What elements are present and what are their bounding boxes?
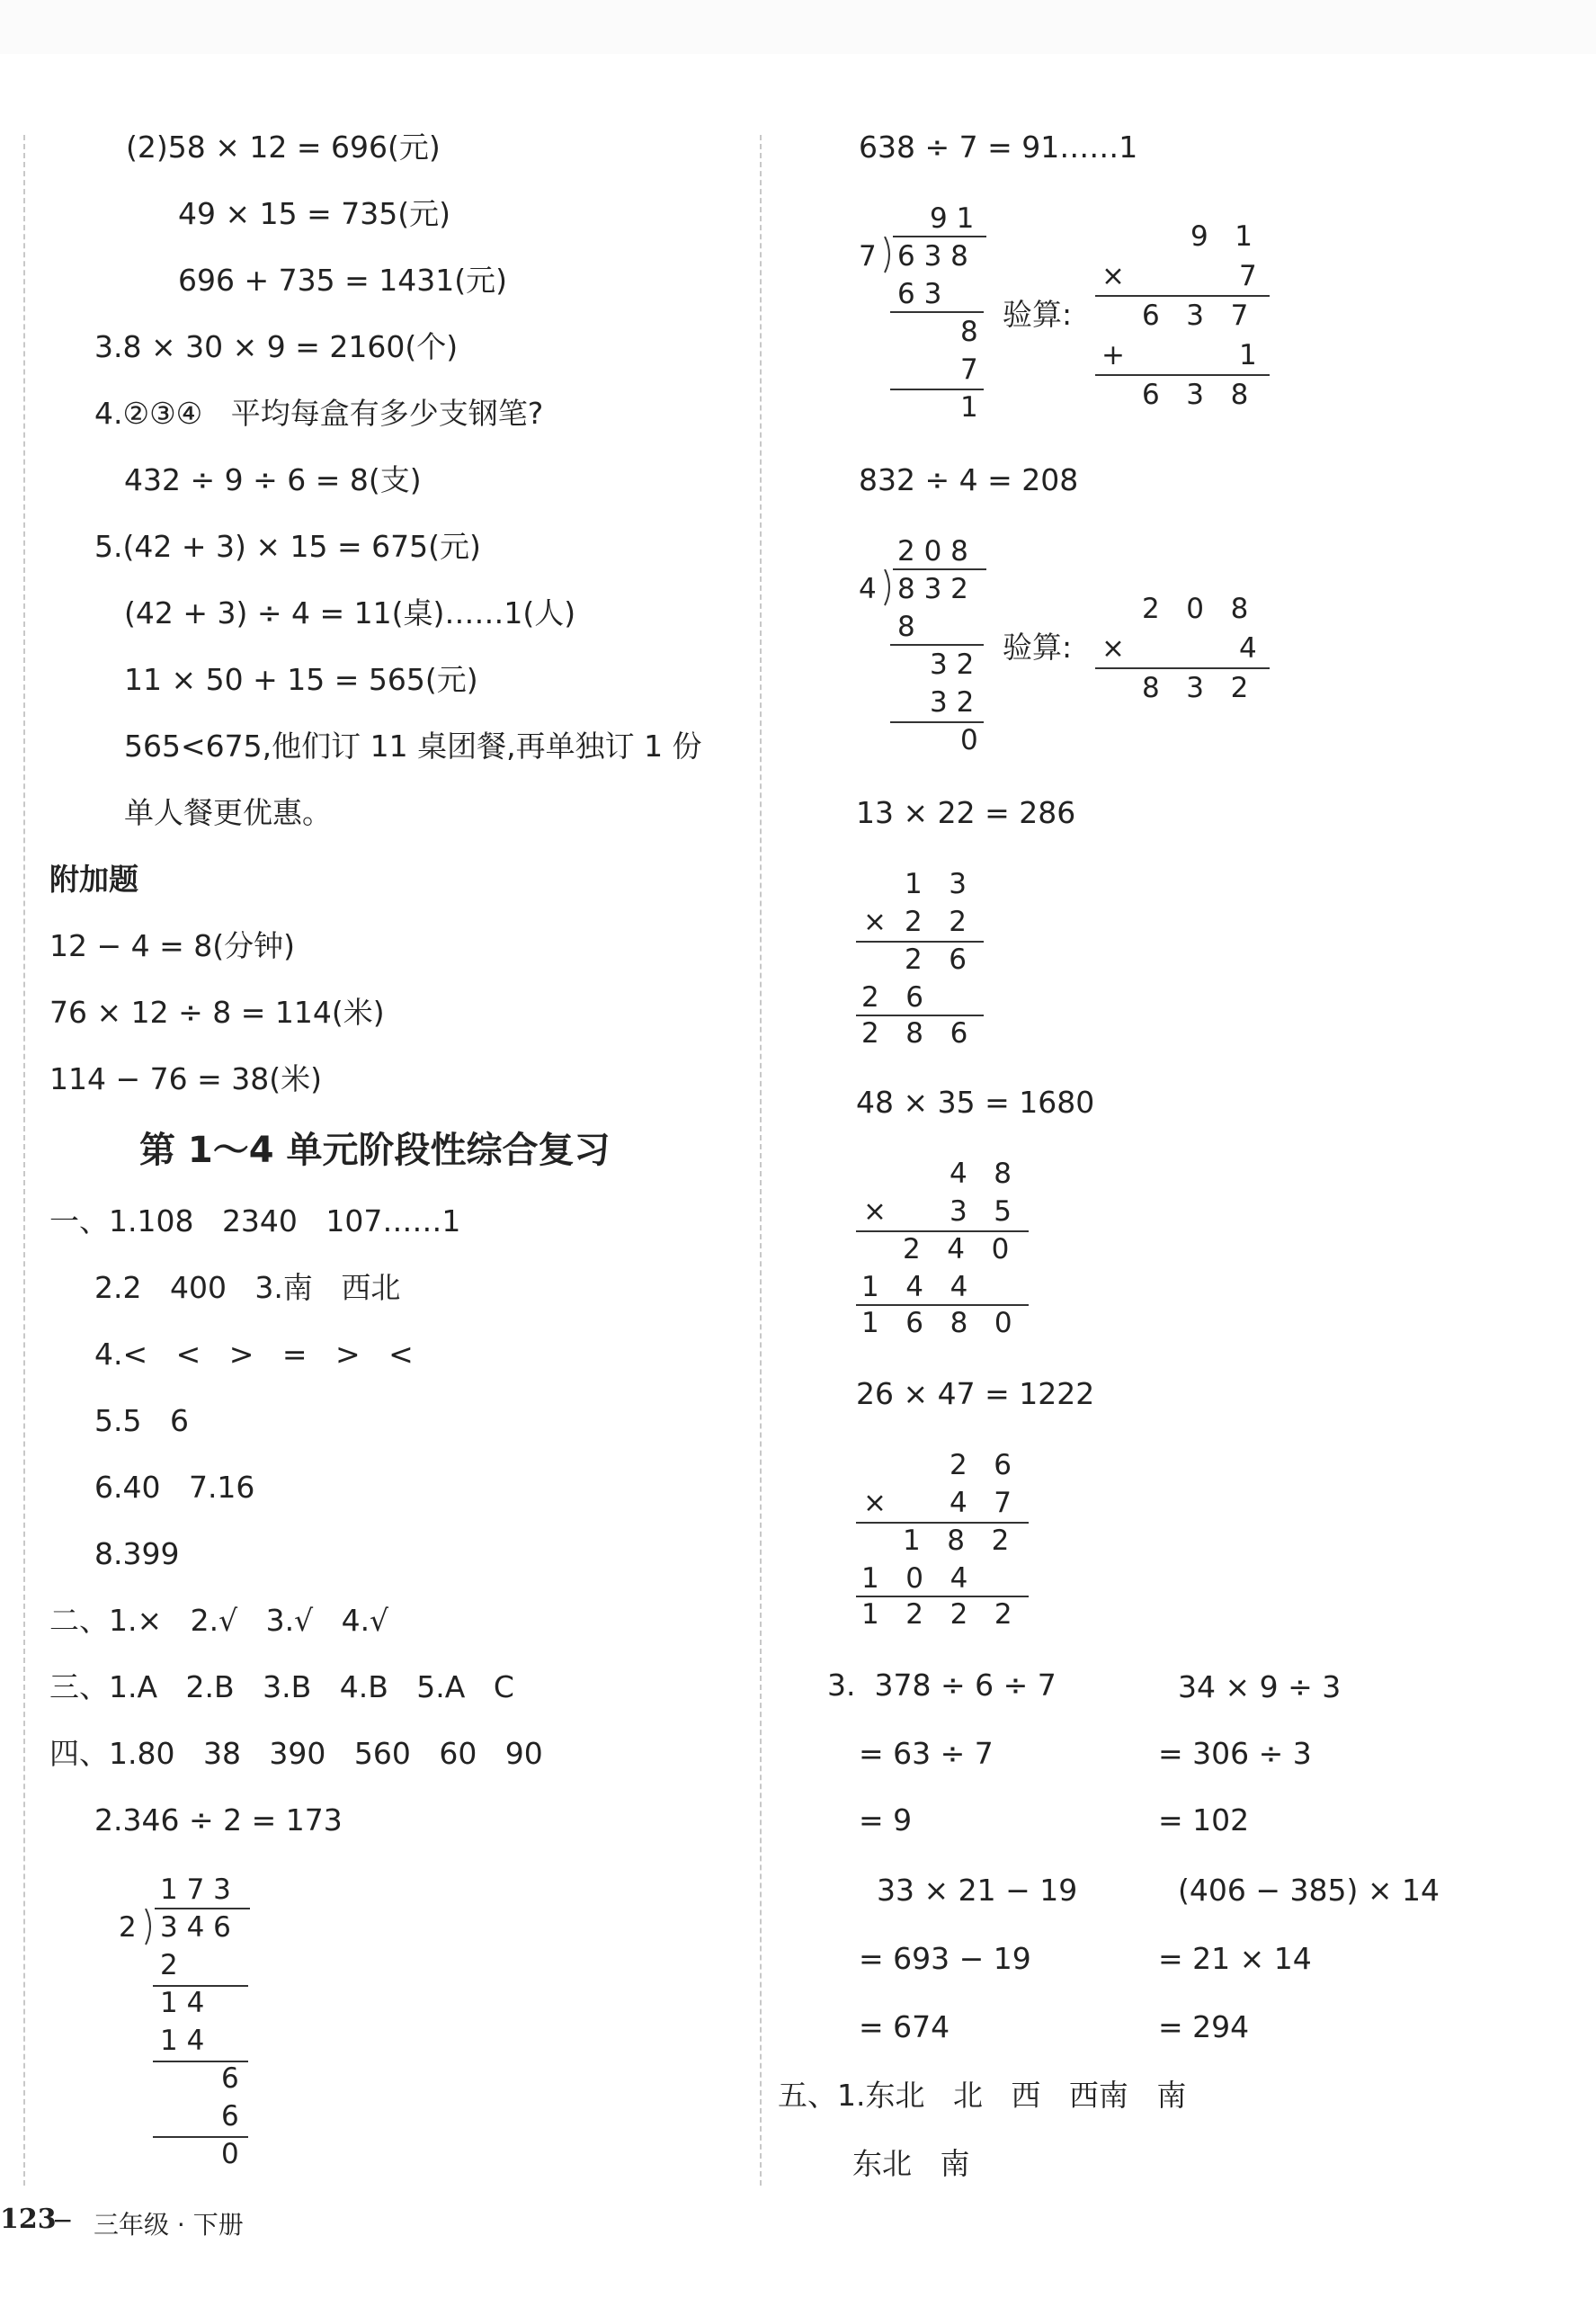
answer-line: 13 × 22 = 286 [856, 795, 1076, 830]
mul-row: 2 8 6 [861, 1017, 968, 1050]
answer-line: 696 + 735 = 1431(元) [178, 263, 507, 298]
answer-line: 432 ÷ 9 ÷ 6 = 8(支) [124, 462, 422, 497]
answer-line: = 306 ÷ 3 [1158, 1736, 1312, 1771]
section-title: 第 1～4 单元阶段性综合复习 [139, 1130, 611, 1171]
check-label: 验算: [1003, 297, 1073, 332]
division-bar [893, 236, 986, 237]
check-line [1095, 295, 1270, 297]
quotient: 1 7 3 [160, 1873, 231, 1906]
answer-line: 26 × 47 = 1222 [856, 1376, 1095, 1411]
answer-line: 832 ÷ 4 = 208 [859, 462, 1079, 497]
answer-line: 4.< < > = > < [94, 1337, 414, 1372]
times-sign: × [863, 906, 887, 938]
answer-line: 5.5 6 [94, 1403, 189, 1438]
answer-line: 76 × 12 ÷ 8 = 114(米) [49, 995, 385, 1030]
times-sign: × [1101, 260, 1125, 292]
answer-line: = 674 [859, 2009, 950, 2044]
footer-dash: − [52, 2205, 74, 2235]
step: 8 [897, 611, 915, 643]
dividend: 6 3 8 [897, 240, 968, 273]
step: 1 4 [160, 2025, 205, 2057]
mul-row: 2 6 [861, 981, 924, 1014]
check-row: 7 [1239, 260, 1257, 292]
step: 6 [221, 2100, 239, 2133]
times-sign: × [863, 1195, 887, 1228]
answer-line: 33 × 21 − 19 [877, 1873, 1078, 1908]
check-row: 1 [1239, 339, 1257, 371]
answer-line: 11 × 50 + 15 = 565(元) [124, 662, 478, 697]
dividend: 8 3 2 [897, 573, 968, 605]
answer-line: 3.8 × 30 × 9 = 2160(个) [94, 329, 459, 364]
answer-line: 49 × 15 = 735(元) [178, 196, 450, 231]
page-number: 123 [0, 2204, 57, 2235]
division-bracket [883, 569, 896, 607]
check-line [1095, 374, 1270, 376]
check-row: 8 3 2 [1142, 672, 1249, 704]
step: 3 2 [930, 648, 975, 681]
mul-row: 1 4 4 [861, 1271, 968, 1303]
extra-section-title: 附加题 [49, 862, 138, 897]
answer-line: 东北 南 [852, 2146, 970, 2181]
check-label: 验算: [1003, 630, 1073, 665]
mul-row: 1 8 2 [903, 1525, 1010, 1557]
check-row: 4 [1239, 632, 1257, 665]
mul-row: 4 8 [950, 1158, 1012, 1190]
answer-line: 2.346 ÷ 2 = 173 [94, 1802, 343, 1838]
answer-line: 114 − 76 = 38(米) [49, 1061, 322, 1096]
divisor: 4 [859, 573, 877, 605]
answer-line: (406 − 385) × 14 [1178, 1873, 1440, 1908]
grade-label: 三年级 · 下册 [94, 2210, 244, 2240]
answer-line: (2)58 × 12 = 696(元) [126, 130, 441, 165]
division-bracket [883, 237, 896, 274]
times-sign: × [863, 1487, 887, 1519]
answer-line: 34 × 9 ÷ 3 [1178, 1669, 1342, 1704]
times-sign: × [1101, 632, 1125, 665]
step: 6 3 [897, 278, 942, 310]
answer-line: 一、1.108 2340 107……1 [49, 1203, 461, 1238]
step: 0 [221, 2138, 239, 2170]
mul-row: 2 6 [905, 943, 967, 976]
answer-line: 二、1.× 2.√ 3.√ 4.√ [49, 1603, 389, 1638]
step-line [890, 644, 984, 646]
plus-sign: + [1101, 339, 1125, 371]
answer-line: = 9 [859, 1802, 913, 1838]
step: 0 [960, 724, 978, 756]
check-row: 6 3 7 [1142, 300, 1249, 332]
quotient: 9 1 [930, 202, 975, 235]
mul-row: 1 2 2 2 [861, 1598, 1012, 1631]
answer-line: 5.(42 + 3) × 15 = 675(元) [94, 529, 481, 564]
answer-line: 3. 378 ÷ 6 ÷ 7 [827, 1668, 1057, 1703]
step: 6 [221, 2062, 239, 2095]
step-line [890, 311, 984, 313]
answer-line: 6.40 7.16 [94, 1470, 255, 1505]
division-bar [893, 568, 986, 570]
check-row: 9 1 [1190, 220, 1253, 253]
step: 1 4 [160, 1987, 205, 2019]
divisor: 2 [119, 1911, 137, 1944]
step: 7 [960, 353, 978, 386]
step: 8 [960, 316, 978, 348]
dividend: 3 4 6 [160, 1911, 231, 1944]
answer-line: 五、1.东北 北 西 西南 南 [778, 2078, 1187, 2113]
division-bracket [144, 1909, 156, 1946]
column-divider [760, 135, 762, 2186]
mul-row: 3 5 [950, 1195, 1012, 1228]
left-margin-rule [23, 135, 25, 2186]
step: 3 2 [930, 686, 975, 719]
page-top-strip [0, 0, 1596, 54]
check-line [1095, 667, 1270, 669]
step: 2 [160, 1949, 178, 1981]
answer-line: 单人餐更优惠。 [124, 795, 332, 830]
answer-line: (42 + 3) ÷ 4 = 11(桌)……1(人) [124, 595, 576, 630]
answer-line: 四、1.80 38 390 560 60 90 [49, 1736, 543, 1771]
mul-row: 4 7 [950, 1487, 1012, 1519]
check-row: 6 3 8 [1142, 379, 1249, 411]
answer-line: = 693 − 19 [859, 1941, 1031, 1976]
divisor: 7 [859, 240, 877, 273]
mul-row: 2 4 0 [903, 1233, 1010, 1265]
mul-row: 1 6 8 0 [861, 1307, 1012, 1339]
mul-row: 2 6 [950, 1449, 1012, 1481]
answer-line: = 21 × 14 [1158, 1941, 1312, 1976]
division-bar [155, 1908, 250, 1909]
answer-line: 638 ÷ 7 = 91……1 [859, 130, 1138, 165]
mul-row: 1 3 [905, 868, 967, 900]
answer-line: 8.399 [94, 1536, 180, 1571]
check-row: 2 0 8 [1142, 593, 1249, 625]
answer-line: = 63 ÷ 7 [859, 1736, 994, 1771]
answer-line: 48 × 35 = 1680 [856, 1085, 1095, 1120]
mul-row: 1 0 4 [861, 1562, 968, 1595]
answer-line: 2.2 400 3.南 西北 [94, 1270, 401, 1305]
answer-line: 565<675,他们订 11 桌团餐,再单独订 1 份 [124, 729, 702, 764]
answer-line: = 102 [1158, 1802, 1250, 1838]
step: 1 [960, 391, 978, 424]
quotient: 2 0 8 [897, 535, 968, 568]
answer-line: 12 − 4 = 8(分钟) [49, 928, 295, 963]
answer-line: 4.②③④ 平均每盒有多少支钢笔? [94, 396, 544, 431]
answer-line: = 294 [1158, 2009, 1250, 2044]
mul-row: 2 2 [905, 906, 967, 938]
answer-line: 三、1.A 2.B 3.B 4.B 5.A C [49, 1669, 514, 1704]
